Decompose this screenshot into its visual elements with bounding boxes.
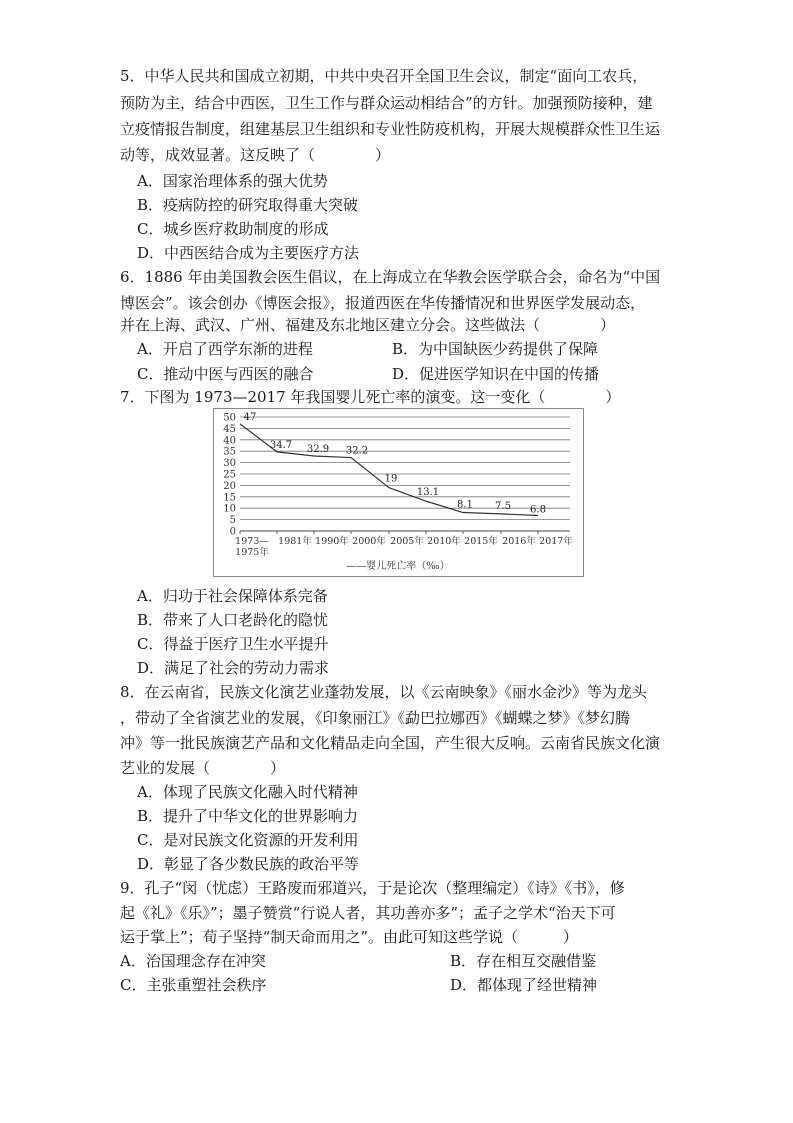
q9-stem-line-1: 9．孔子“闵（忧虑）王路废而邪道兴，于是论次（整理编定）《诗》《书》，修	[120, 879, 625, 897]
chart-legend: ——婴儿死亡率（‰）	[346, 561, 450, 572]
q5-stem-line-1: 5．中华人民共和国成立初期，中共中央召开全国卫生会议，制定“面向工农兵，	[120, 67, 648, 85]
q9-option-c[interactable]: C．主张重塑社会秩序	[120, 976, 267, 994]
q9-option-b[interactable]: B．存在相互交融借鉴	[450, 952, 597, 970]
q8-option-d[interactable]: D．彰显了各少数民族的政治平等	[137, 855, 360, 873]
y-tick-label: 45	[223, 423, 236, 435]
q7-option-a[interactable]: A．归功于社会保障体系完备	[137, 587, 328, 605]
y-tick-label: 0	[229, 526, 236, 538]
q6-stem-line-1: 6．1886 年由美国教会医生倡议，在上海成立在华教会医学联合会，命名为“中国	[120, 268, 661, 286]
q8-stem-line-3: 冲》等一批民族演艺产品和文化精品走向全国，产生很大反响。云南省民族文化演	[120, 734, 661, 752]
q5-option-d[interactable]: D．中西医结合成为主要医疗方法	[137, 244, 360, 262]
q7-option-b[interactable]: B．带来了人口老龄化的隐忧	[137, 611, 329, 629]
x-tick-label: 2005年	[390, 536, 424, 547]
x-tick-label: 1973—	[235, 536, 269, 547]
y-tick-label: 40	[223, 435, 236, 447]
q8-option-c[interactable]: C．是对民族文化资源的开发利用	[137, 831, 359, 849]
q8-stem-line-1: 8．在云南省，民族文化演艺业蓬勃发展，以《云南映象》《丽水金沙》等为龙头	[120, 683, 648, 701]
q8-option-a[interactable]: A．体现了民族文化融入时代精神	[137, 783, 358, 801]
q8-option-b[interactable]: B．提升了中华文化的世界影响力	[137, 807, 359, 825]
x-tick-label: 1981年	[278, 536, 312, 547]
infant-mortality-chart	[213, 408, 584, 577]
x-tick-label: 1990年	[315, 536, 349, 547]
y-tick-label: 15	[223, 492, 236, 504]
q9-stem-line-3: 运于掌上”；荀子坚持“制天命而用之”。由此可知这些学说（ ）	[120, 928, 579, 946]
y-tick-label: 20	[223, 480, 236, 492]
q6-option-d[interactable]: D．促进医学知识在中国的传播	[392, 365, 600, 383]
q6-option-c[interactable]: C．推动中医与西医的融合	[137, 365, 314, 383]
data-label: 7.5	[495, 500, 511, 512]
x-tick-label: 2016年	[502, 536, 536, 547]
y-tick-label: 35	[223, 446, 236, 458]
q6-stem-line-3: 并在上海、武汉、广州、福建及东北地区建立分会。这些做法（ ）	[120, 316, 616, 334]
mortality-series-line	[240, 424, 538, 516]
q7-stem-line-1: 7．下图为 1973—2017 年我国婴儿死亡率的演变。这一变化（ ）	[120, 388, 621, 406]
q6-option-a[interactable]: A．开启了西学东渐的进程	[137, 340, 313, 358]
x-tick-label: 2000年	[352, 536, 386, 547]
data-label: 34.7	[269, 439, 293, 451]
data-label: 8.1	[457, 499, 473, 511]
q5-option-b[interactable]: B．疫病防控的研究取得重大突破	[137, 196, 359, 214]
chart-svg	[214, 409, 583, 576]
y-tick-label: 10	[223, 503, 236, 515]
q5-stem-line-3: 立疫情报告制度，组建基层卫生组织和专业性防疫机构，开展大规模群众性卫生运	[120, 120, 661, 138]
q7-option-c[interactable]: C．得益于医疗卫生水平提升	[137, 635, 329, 653]
q9-option-d[interactable]: D．都体现了经世精神	[450, 976, 598, 994]
q9-option-a[interactable]: A．治国理念存在冲突	[120, 952, 266, 970]
data-label: 32.9	[306, 443, 330, 455]
data-label: 47	[243, 411, 257, 423]
data-label: 13.1	[416, 487, 440, 499]
q6-stem-line-2: 博医会”。该会创办《博医会报》，报道西医在华传播情况和世界医学发展动态，	[120, 294, 646, 312]
y-tick-label: 5	[229, 515, 236, 527]
q9-stem-line-2: 起《礼》《乐》”；墨子赞赏“行说人者，其功善亦多”；孟子之学术“治天下可	[120, 904, 616, 922]
q8-stem-line-4: 艺业的发展（ ）	[120, 759, 286, 777]
q5-option-a[interactable]: A．国家治理体系的强大优势	[137, 172, 328, 190]
q5-stem-line-4: 动等，成效显著。这反映了（ ）	[120, 146, 391, 164]
y-tick-label: 30	[223, 458, 236, 470]
x-tick-label-line-2: 1975年	[235, 547, 269, 558]
q5-stem-line-2: 预防为主，结合中西医，卫生工作与群众运动相结合”的方针。加强预防接种，建	[120, 94, 653, 112]
x-tick-label: 2010年	[427, 536, 461, 547]
data-label: 32.2	[345, 445, 369, 457]
x-tick-label: 2017年	[539, 536, 573, 547]
y-tick-label: 25	[223, 469, 236, 481]
y-tick-label: 50	[223, 412, 236, 424]
x-tick-label: 2015年	[464, 536, 498, 547]
q7-option-d[interactable]: D．满足了社会的劳动力需求	[137, 659, 330, 677]
q5-option-c[interactable]: C．城乡医疗救助制度的形成	[137, 220, 329, 238]
data-label: 19	[384, 473, 398, 485]
q6-option-b[interactable]: B．为中国缺医少药提供了保障	[392, 340, 599, 358]
data-label: 6.8	[530, 504, 546, 516]
q8-stem-line-2: ，带动了全省演艺业的发展，《印象丽江》《勐巴拉娜西》《蝴蝶之梦》《梦幻腾	[120, 709, 631, 727]
